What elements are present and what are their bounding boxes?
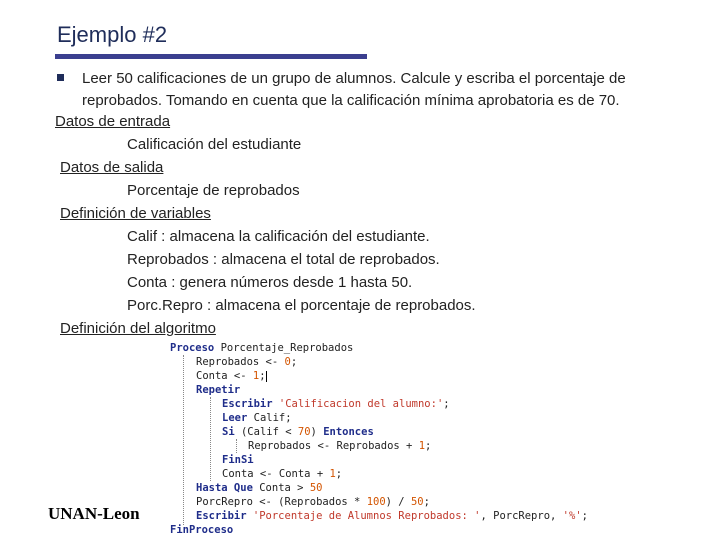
pseudocode-block — [170, 341, 610, 536]
code-line: Leer Calif; — [222, 412, 292, 424]
code-line: Escribir 'Porcentaje de Alumnos Reprobados: ', PorcRepro, '%'; — [196, 510, 588, 522]
variable-name: Porc.Repro — [127, 297, 203, 314]
variable-item — [127, 228, 430, 245]
algoritmo-header: Definición del algoritmo — [60, 320, 216, 337]
salida-value: Porcentaje de reprobados — [127, 182, 300, 199]
problem-statement: Leer 50 calificaciones de un grupo de alumnos. Calcule y escriba el porcentaje de reprobados. Tomando en cuenta que la calificación mínima aprobatoria es de 70. — [82, 70, 626, 109]
code-line: Reprobados <- 0; — [196, 356, 298, 368]
variable-sep: : — [157, 228, 170, 245]
bullet-icon — [57, 74, 64, 81]
variable-item — [127, 251, 440, 268]
variable-desc: almacena el total de reprobados. — [221, 251, 440, 268]
entrada-header: Datos de entrada — [55, 113, 171, 130]
variable-name: Reprobados — [127, 251, 209, 268]
variable-desc: almacena el porcentaje de reprobados. — [215, 297, 476, 314]
text-cursor — [266, 371, 267, 382]
variable-item — [127, 297, 476, 314]
indent-guide — [210, 397, 211, 481]
slide-title: Ejemplo #2 — [57, 22, 168, 47]
code-line: Proceso Porcentaje_Reprobados — [170, 342, 354, 354]
entrada-value: Calificación del estudiante — [127, 136, 302, 153]
variable-item — [127, 274, 412, 291]
variable-name: Conta — [127, 274, 168, 291]
salida-header: Datos de salida — [60, 159, 164, 176]
indent-guide — [236, 439, 237, 453]
variable-desc: almacena la calificación del estudiante. — [169, 228, 430, 245]
code-line: PorcRepro <- (Reprobados * 100) / 50; — [196, 496, 430, 508]
variable-desc: genera números desde 1 hasta 50. — [179, 274, 413, 291]
variable-sep: : — [202, 297, 216, 314]
variable-name: Calif — [127, 228, 158, 245]
code-line: FinProceso — [170, 524, 234, 536]
code-line: Hasta Que Conta > 50 — [196, 482, 323, 494]
code-line: Conta <- 1; — [196, 370, 266, 382]
variable-sep: : — [167, 274, 180, 291]
title-underline — [55, 54, 367, 59]
code-line: Conta <- Conta + 1; — [222, 468, 343, 480]
code-line: Repetir — [196, 384, 241, 396]
variables-header: Definición de variables — [60, 205, 211, 222]
variable-sep: : — [208, 251, 222, 268]
code-line: Escribir 'Calificacion del alumno:'; — [222, 398, 450, 410]
footer-label: UNAN-Leon — [48, 504, 140, 523]
code-line: Si (Calif < 70) Entonces — [222, 426, 374, 438]
indent-guide — [183, 355, 184, 525]
code-line: FinSi — [222, 454, 254, 466]
code-line: Reprobados <- Reprobados + 1; — [248, 440, 432, 452]
